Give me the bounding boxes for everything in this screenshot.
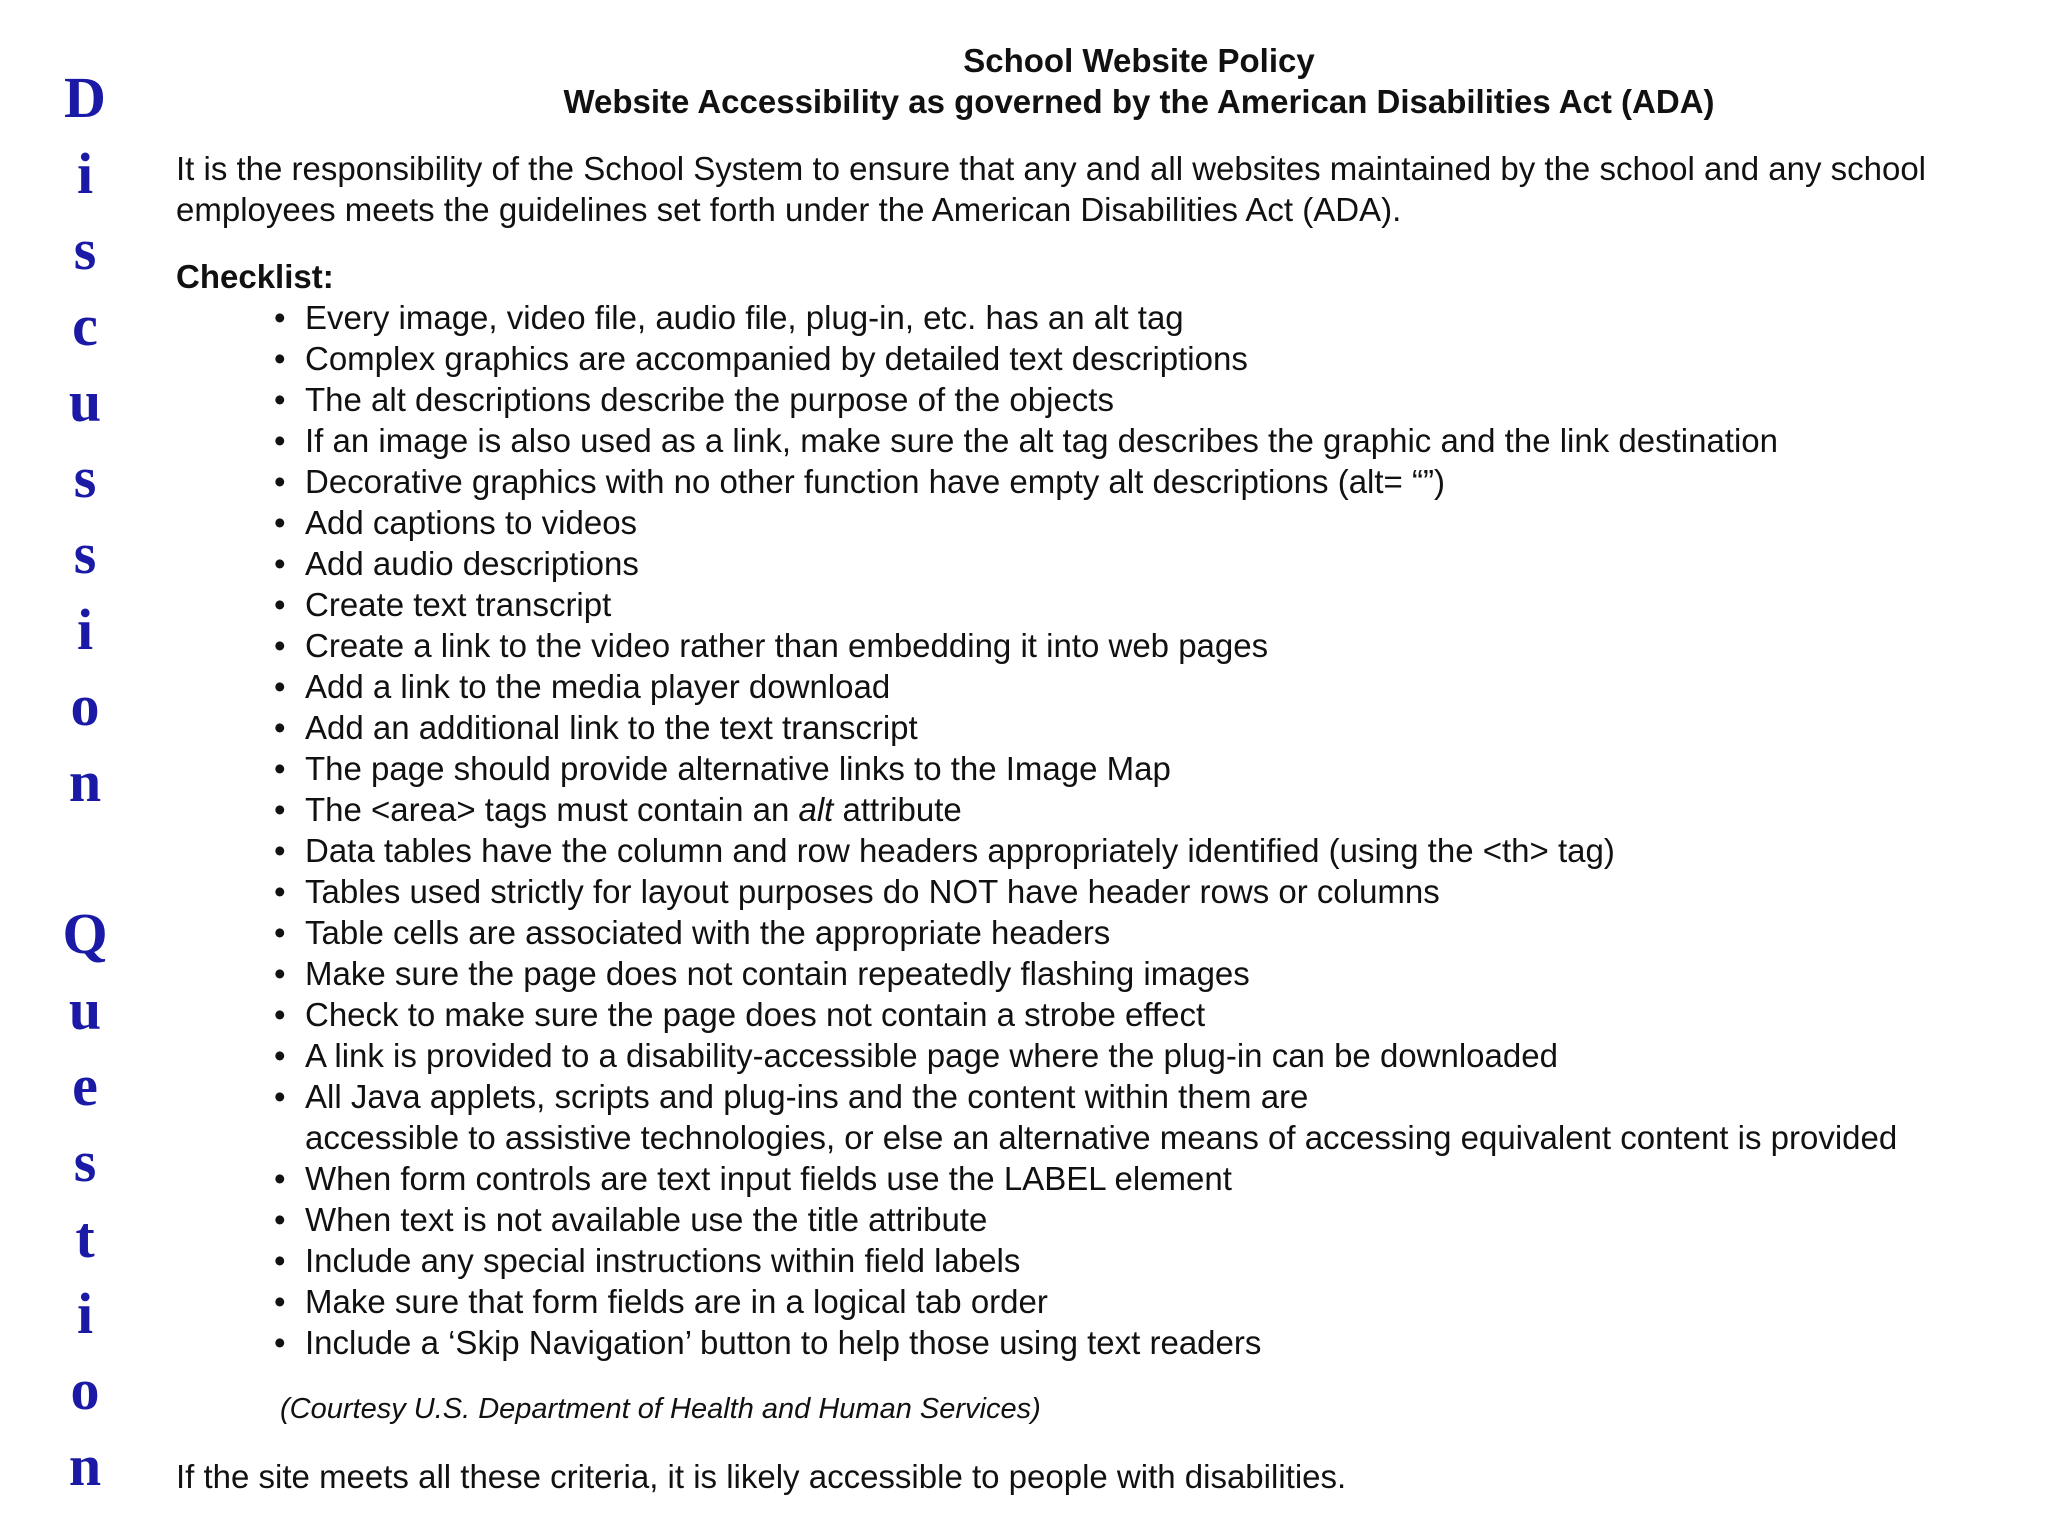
checklist-item: • Table cells are associated with the appropriate headers	[274, 912, 2012, 953]
checklist-item: • Make sure the page does not contain repeatedly flashing images	[274, 953, 2012, 994]
checklist-item: • Tables used strictly for layout purposes do NOT have header rows or columns	[274, 871, 2012, 912]
java-item-line-1: All Java applets, scripts and plug-ins and the content within them are	[305, 1078, 1309, 1115]
side-banner-letter: n	[68, 749, 102, 814]
side-banner-letter: Q	[62, 901, 108, 966]
checklist-item-java	[274, 1076, 2012, 1158]
checklist-item: • Add audio descriptions	[274, 543, 2012, 584]
side-banner-letter: c	[72, 293, 98, 358]
side-banner-letter: e	[72, 1053, 98, 1118]
intro-paragraph: It is the responsibility of the School System to ensure that any and all websites maintained by the school and any school employees meets the guidelines set forth under the American Disabilities Act (ADA).	[176, 150, 1926, 228]
checklist-item: • Every image, video file, audio file, plug-in, etc. has an alt tag	[274, 297, 2012, 338]
checklist-item: • Create text transcript	[274, 584, 2012, 625]
side-banner-discussion-question	[0, 60, 170, 1500]
side-banner-letter: t	[75, 1205, 95, 1270]
checklist-item: • Complex graphics are accompanied by detailed text descriptions	[274, 338, 2012, 379]
checklist-item: • Make sure that form fields are in a logical tab order	[274, 1281, 2012, 1322]
source-credit: (Courtesy U.S. Department of Health and Human Services)	[280, 1393, 1041, 1425]
side-banner-letter: i	[76, 1281, 94, 1346]
policy-document	[176, 40, 2012, 1497]
side-banner-letter: s	[73, 217, 97, 282]
side-banner-letter: D	[64, 65, 106, 130]
side-banner-letter: i	[76, 597, 94, 662]
side-banner-letter: s	[73, 521, 97, 586]
area-item-tail: attribute	[833, 791, 962, 828]
checklist-item: • Check to make sure the page does not contain a strobe effect	[274, 994, 2012, 1035]
checklist	[176, 297, 2012, 1363]
title-line-2: Website Accessibility as governed by the American Disabilities Act (ADA)	[563, 83, 1715, 120]
checklist-item-area-tags	[274, 789, 2012, 830]
checklist-item: • Add a link to the media player download	[274, 666, 2012, 707]
side-banner-letter: s	[73, 1129, 97, 1194]
checklist-item: • Create a link to the video rather than embedding it into web pages	[274, 625, 2012, 666]
checklist-item: • Include any special instructions within field labels	[274, 1240, 2012, 1281]
side-banner-letter: o	[70, 673, 100, 738]
checklist-item: • The alt descriptions describe the purpose of the objects	[274, 379, 2012, 420]
java-item-line-2: accessible to assistive technologies, or else an alternative means of accessing equivalent content is provided	[305, 1119, 1898, 1156]
document-title	[176, 40, 2012, 122]
checklist-item: • Add an additional link to the text transcript	[274, 707, 2012, 748]
closing-paragraph: If the site meets all these criteria, it is likely accessible to people with disabilities.	[176, 1458, 1347, 1495]
checklist-item: • If an image is also used as a link, make sure the alt tag describes the graphic and the link destination	[274, 420, 2012, 461]
checklist-heading: Checklist:	[176, 258, 334, 295]
side-banner-letter: u	[68, 369, 102, 434]
checklist-item: • When form controls are text input fields use the LABEL element	[274, 1158, 2012, 1199]
checklist-item: • Include a ‘Skip Navigation’ button to help those using text readers	[274, 1322, 2012, 1363]
side-banner-letter: u	[68, 977, 102, 1042]
checklist-item: • Data tables have the column and row headers appropriately identified (using the <th> tag)	[274, 830, 2012, 871]
side-banner-letter: n	[68, 1433, 102, 1498]
title-line-1: School Website Policy	[963, 42, 1315, 79]
area-item-text: The <area> tags must contain an	[305, 791, 799, 828]
side-banner-letter: s	[73, 445, 97, 510]
side-banner-letter: i	[76, 141, 94, 206]
checklist-item: • When text is not available use the title attribute	[274, 1199, 2012, 1240]
checklist-item: • A link is provided to a disability-accessible page where the plug-in can be downloaded	[274, 1035, 2012, 1076]
side-banner-letter: o	[70, 1357, 100, 1422]
checklist-item: • The page should provide alternative links to the Image Map	[274, 748, 2012, 789]
area-item-italic: alt	[798, 791, 834, 828]
checklist-item: • Decorative graphics with no other function have empty alt descriptions (alt= “”)	[274, 461, 2012, 502]
checklist-item: • Add captions to videos	[274, 502, 2012, 543]
